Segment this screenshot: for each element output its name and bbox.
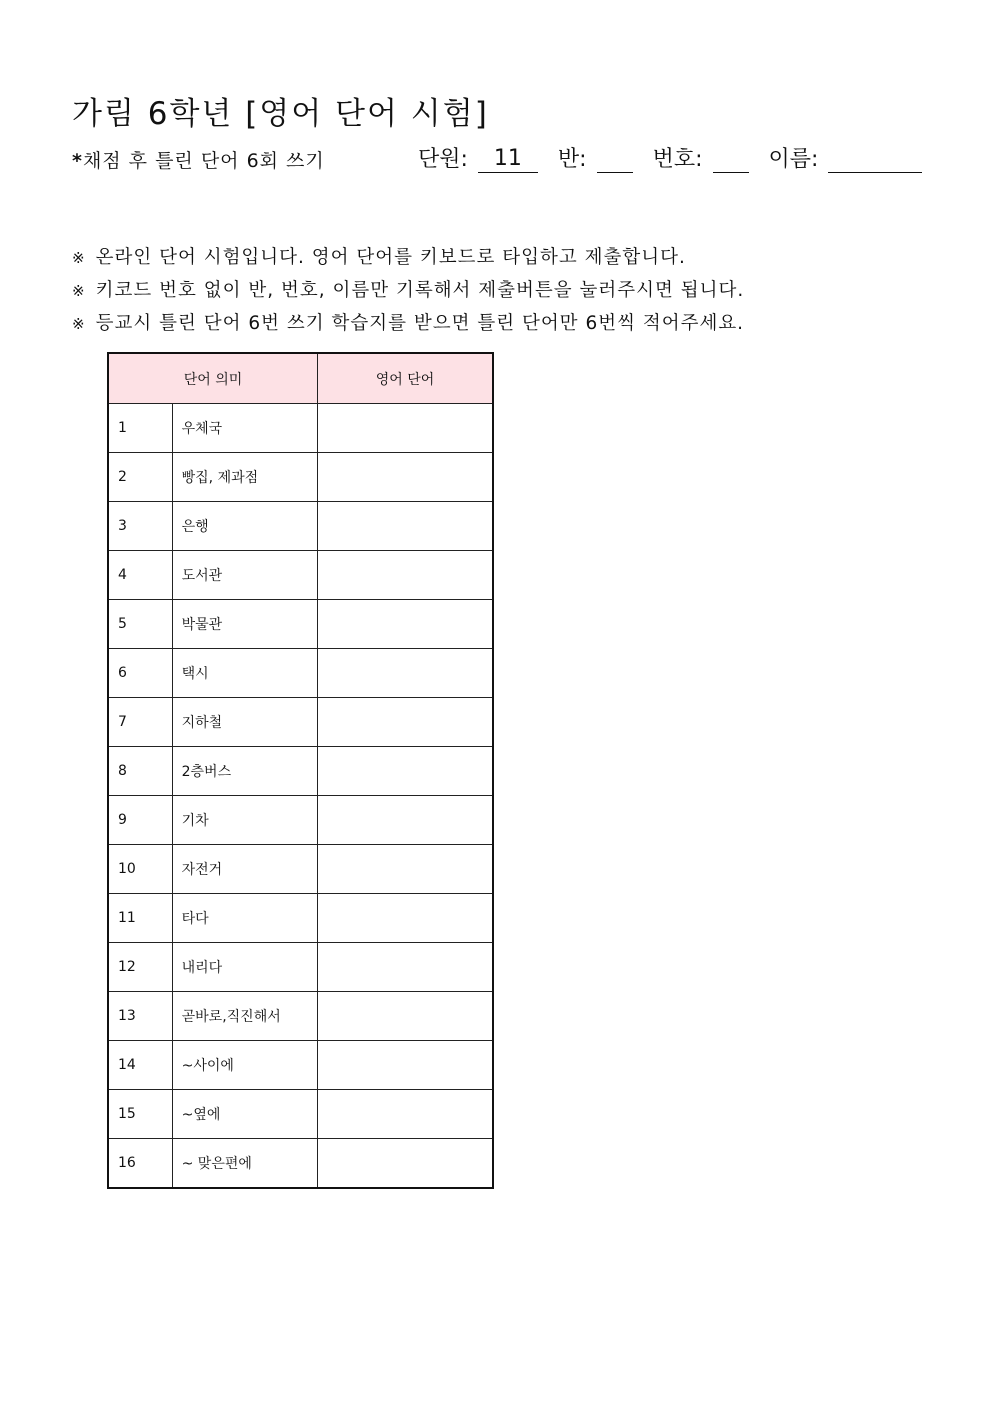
row-number: 8 (108, 747, 172, 796)
table-row (108, 600, 493, 649)
word-meaning: 2층버스 (172, 747, 318, 796)
reference-mark-icon: ※ (72, 282, 86, 300)
name-label: 이름: (768, 147, 819, 172)
instructions-list (72, 241, 744, 340)
row-number: 2 (108, 453, 172, 502)
word-meaning: ~ 맞은편에 (172, 1139, 318, 1189)
row-number: 3 (108, 502, 172, 551)
table-body (108, 404, 493, 1189)
row-number: 5 (108, 600, 172, 649)
row-number: 9 (108, 796, 172, 845)
english-word-input[interactable] (318, 1041, 493, 1090)
english-word-input[interactable] (318, 404, 493, 453)
vocabulary-table (107, 352, 494, 1189)
word-meaning: 택시 (172, 649, 318, 698)
english-word-input[interactable] (318, 698, 493, 747)
row-number: 4 (108, 551, 172, 600)
word-meaning: 곧바로,직진해서 (172, 992, 318, 1041)
table-row (108, 404, 493, 453)
word-meaning: 내리다 (172, 943, 318, 992)
instruction-text: 키코드 번호 없이 반, 번호, 이름만 기록해서 제출버튼을 눌러주시면 됩니다. (95, 280, 745, 301)
number-field[interactable] (713, 146, 749, 173)
table-row (108, 502, 493, 551)
english-word-input[interactable] (318, 796, 493, 845)
word-meaning: 도서관 (172, 551, 318, 600)
table-header-row (108, 353, 493, 404)
row-number: 11 (108, 894, 172, 943)
header-english: 영어 단어 (318, 353, 493, 404)
reference-mark-icon: ※ (72, 249, 86, 267)
word-meaning: 박물관 (172, 600, 318, 649)
row-number: 13 (108, 992, 172, 1041)
row-number: 12 (108, 943, 172, 992)
instruction-text: 온라인 단어 시험입니다. 영어 단어를 키보드로 타입하고 제출합니다. (95, 247, 686, 268)
word-meaning: 자전거 (172, 845, 318, 894)
english-word-input[interactable] (318, 600, 493, 649)
english-word-input[interactable] (318, 747, 493, 796)
english-word-input[interactable] (318, 943, 493, 992)
class-label: 반: (557, 147, 587, 172)
english-word-input[interactable] (318, 551, 493, 600)
english-word-input[interactable] (318, 894, 493, 943)
instruction-text: 등교시 틀린 단어 6번 쓰기 학습지를 받으면 틀린 단어만 6번씩 적어주세요. (95, 313, 745, 334)
table-row (108, 551, 493, 600)
english-word-input[interactable] (318, 502, 493, 551)
table-row (108, 1139, 493, 1189)
table-row (108, 698, 493, 747)
table-row (108, 747, 493, 796)
word-meaning: 우체국 (172, 404, 318, 453)
table-row (108, 453, 493, 502)
english-word-input[interactable] (318, 1090, 493, 1139)
unit-label: 단원: (418, 147, 468, 172)
word-meaning: 기차 (172, 796, 318, 845)
row-number: 6 (108, 649, 172, 698)
row-number: 1 (108, 404, 172, 453)
reference-mark-icon: ※ (72, 315, 86, 333)
row-number: 14 (108, 1041, 172, 1090)
student-info-fields (418, 142, 922, 173)
table-row (108, 649, 493, 698)
row-number: 10 (108, 845, 172, 894)
english-word-input[interactable] (318, 992, 493, 1041)
table-row (108, 796, 493, 845)
header-subrow (72, 142, 932, 178)
english-word-input[interactable] (318, 649, 493, 698)
english-word-input[interactable] (318, 845, 493, 894)
word-meaning: 타다 (172, 894, 318, 943)
table-row (108, 1090, 493, 1139)
word-meaning: 빵집, 제과점 (172, 453, 318, 502)
note-text: 채점 후 틀린 단어 6회 쓰기 (82, 150, 325, 172)
page-title: 가림 6학년 [영어 단어 시험] (72, 96, 489, 132)
name-field[interactable] (828, 146, 922, 173)
table-row (108, 992, 493, 1041)
class-field[interactable] (597, 146, 633, 173)
word-meaning: 은행 (172, 502, 318, 551)
instruction-item (72, 241, 744, 274)
unit-field[interactable]: 11 (478, 146, 538, 173)
table-row (108, 894, 493, 943)
row-number: 15 (108, 1090, 172, 1139)
header-meaning: 단어 의미 (108, 353, 318, 404)
word-meaning: ~사이에 (172, 1041, 318, 1090)
note-star: * (72, 150, 83, 172)
row-number: 7 (108, 698, 172, 747)
instruction-item (72, 274, 744, 307)
word-meaning: ~옆에 (172, 1090, 318, 1139)
instruction-item (72, 307, 744, 340)
english-word-input[interactable] (318, 1139, 493, 1189)
table-row (108, 943, 493, 992)
number-label: 번호: (652, 147, 703, 172)
table-row (108, 845, 493, 894)
english-word-input[interactable] (318, 453, 493, 502)
word-meaning: 지하철 (172, 698, 318, 747)
instruction-note (72, 146, 325, 173)
row-number: 16 (108, 1139, 172, 1189)
table-row (108, 1041, 493, 1090)
